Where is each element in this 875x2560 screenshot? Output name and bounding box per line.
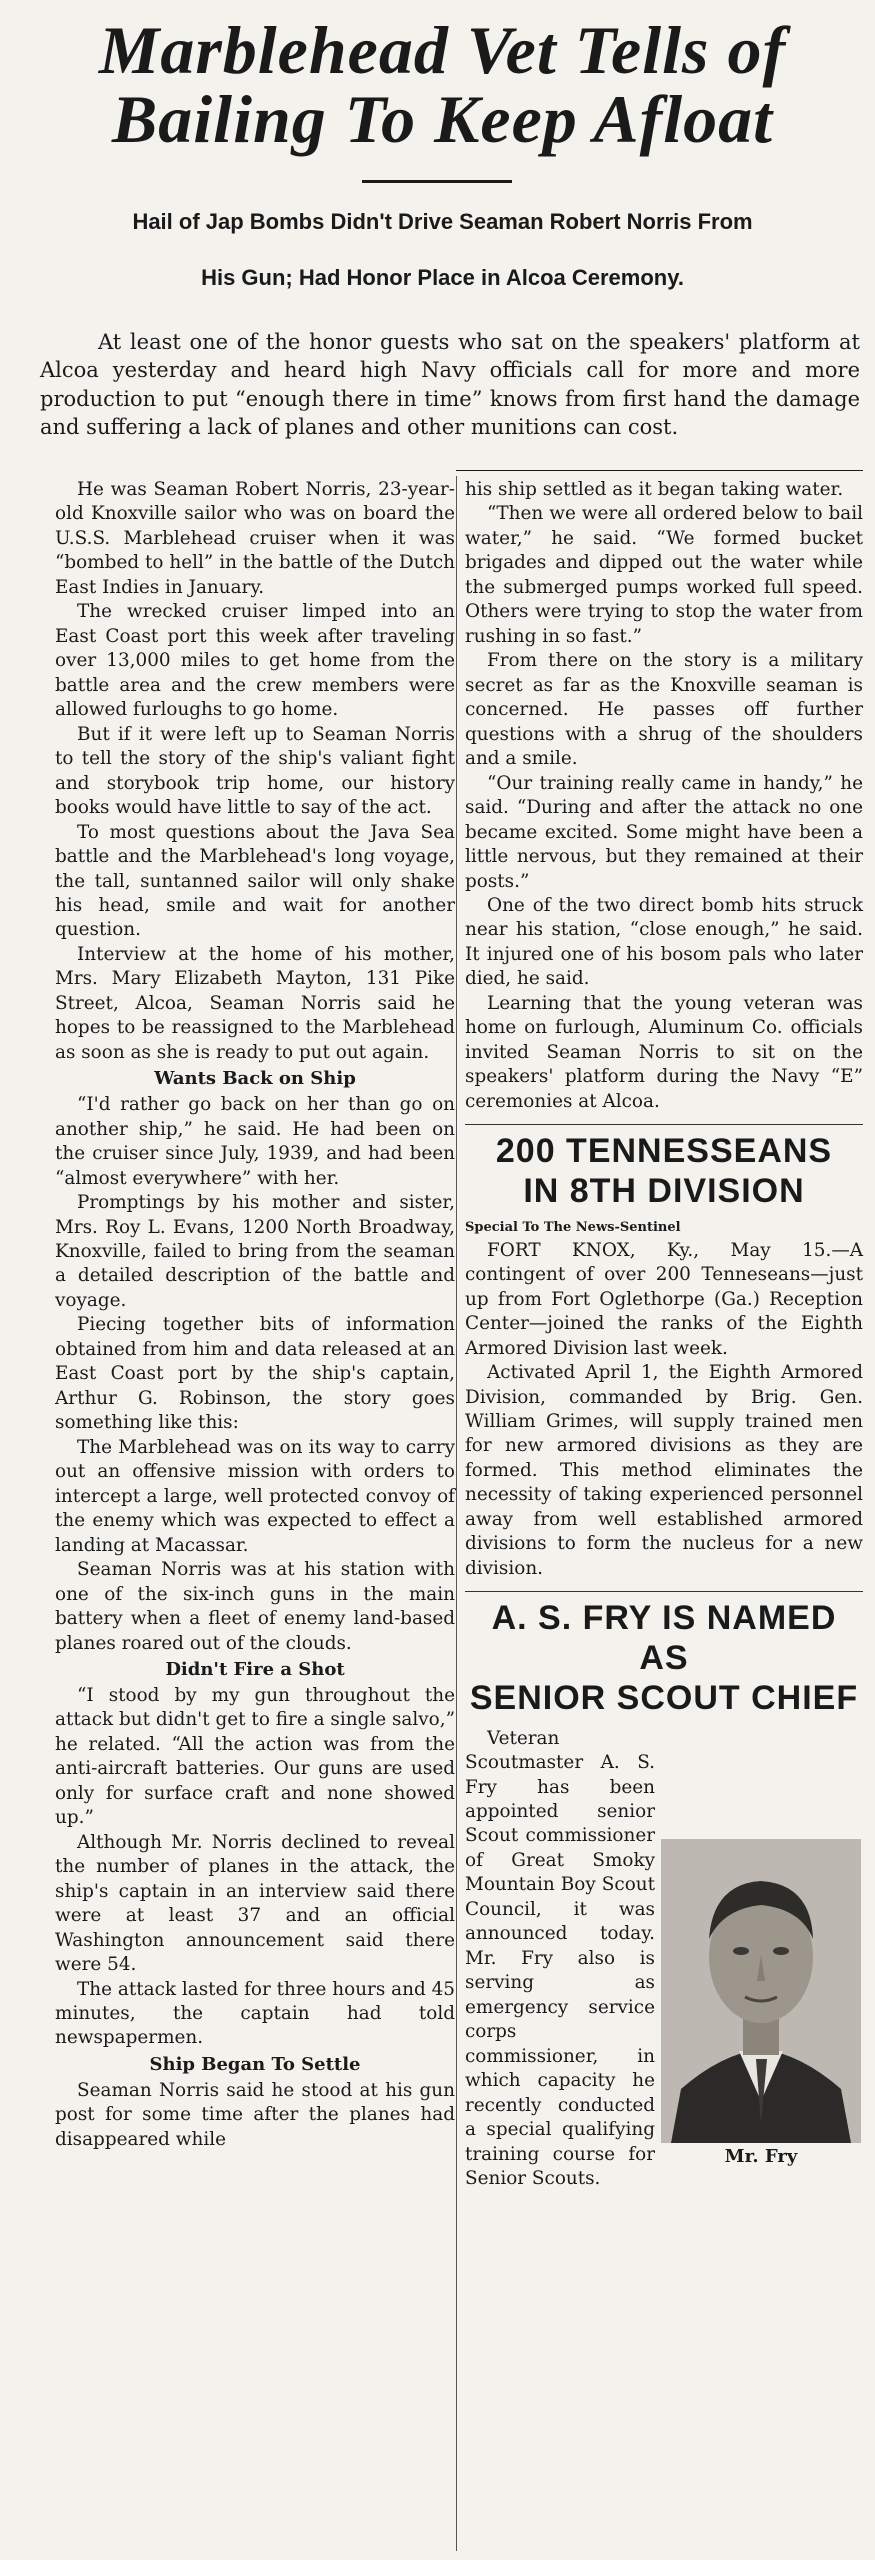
story-paragraph: “I stood by my gun throughout the attack but didn't get to fire a single salvo,” he related. “All the action was from the anti-aircraft batteries. Our guns are used only for surface craft and none showed up.” [55,1684,455,1829]
story-paragraph: But if it were left up to Seaman Norris to tell the story of the ship's valiant fight and storybook trip home, our history books would have little to say of the act. [55,723,455,819]
story-right-column [465,478,863,2227]
story-paragraph: his ship settled as it began taking water. [465,479,844,500]
headline-line-2: Bailing To Keep Afloat [111,81,774,157]
story-paragraph: Promptings by his mother and sister, Mrs. Roy L. Evans, 1200 North Broadway, Knoxville, failed to bring from the seaman a detailed description of the battle and voyage. [55,1192,455,1311]
subhead-wants-back: Wants Back on Ship [154,1068,356,1090]
deck-line-2: His Gun; Had Honor Place in Alcoa Ceremony. [201,265,684,290]
story-paragraph: “I'd rather go back on her than go on another ship,” he said. He had been on the cruiser since July, 1939, and had been “almost everywhere” with her. [55,1094,455,1189]
tennesseans-headline-line-1: 200 TENNESSEANS [495,1132,833,1171]
fry-paragraph: Veteran Scoutmaster A. S. Fry has been appointed senior Scout commissioner of Great Smoky Mountain Boy Scout Council, it was announced today. Mr. Fry also is serving as emergency service corps commissioner, in which capacity he recently conducted a special qualifying training course for Senior Scouts. [465,1727,655,2190]
story-paragraph: “Our training really came in handy,” he said. “During and after the attack no one became excited. Some might have been a little nervous, but they remained at their posts.” [465,772,863,892]
photo-caption: Mr. Fry [724,2145,798,2167]
story-paragraph: The Marblehead was on its way to carry out an offensive mission with orders to intercept a large, well protected convoy of the enemy which was expected to effect a landing at Macassar. [55,1436,455,1556]
subhead-ship-began: Ship Began To Settle [149,2053,361,2075]
tennesseans-headline [465,1131,863,1211]
headline-line-1: Marblehead Vet Tells of [98,12,787,88]
mr-fry-photo [661,1839,861,2143]
story-paragraph: One of the two direct bomb hits struck near his station, “close enough,” he said. It injured one of his bosom pals who later died, he said. [465,894,863,990]
fry-text-column [465,1727,655,2192]
lead-paragraph: At least one of the honor guests who sat on the speakers' platform at Alcoa yesterday and heard high Navy officials call for more and more production to put “enough there in time” knows from first hand the damage and suffering a lack of planes and other munitions can cost. [40,330,860,440]
story-paragraph: FORT KNOX, Ky., May 15.—A contingent of over 200 Tenneseans—just up from Fort Oglethorpe (Ga.) Reception Center—joined the ranks of the Eighth Armored Division last week. [465,1239,863,1359]
story-paragraph: Seaman Norris was at his station with one of the six-inch guns in the main battery when a fleet of enemy land-based planes roared out of the clouds. [55,1559,455,1654]
fry-headline-line-2: SENIOR SCOUT CHIEF [469,1679,859,1718]
fry-article [465,1727,863,2227]
dateline: Special To The News-Sentinel [465,1220,681,1236]
story-paragraph: He was Seaman Robert Norris, 23-year-old Knoxville sailor who was on board the U.S.S. Marblehead cruiser when it was “bombed to hell” in the battle of the Dutch East Indies in January. [55,479,455,598]
headline-rule [362,180,512,183]
story-left-column [55,478,455,2152]
story-paragraph: Interview at the home of his mother, Mrs. Mary Elizabeth Mayton, 131 Pike Street, Alcoa, Seaman Norris said he hopes to be reassigned to the Marblehead as soon as she is ready to put out again. [55,943,455,1063]
tennesseans-headline-line-2: IN 8TH DIVISION [523,1172,805,1211]
fry-headline-line-1: A. S. FRY IS NAMED AS [491,1599,837,1678]
story-paragraph: Activated April 1, the Eighth Armored Division, commanded by Brig. Gen. William Grimes, will supply trained men for new armored divisions as they are formed. This method eliminates the necessity of taking experienced personnel away from well established armored divisions to form the nucleus for a new division. [465,1362,863,1579]
story-paragraph: Seaman Norris said he stood at his gun post for some time after the planes had disappeared while [55,2079,455,2150]
story-paragraph: Piecing together bits of information obtained from him and data released at an East Coast port by the ship's captain, Arthur G. Robinson, the story goes something like this: [55,1314,455,1434]
portrait-illustration [661,1839,861,2143]
lead-bottom-rule [456,470,863,471]
story-paragraph: The attack lasted for three hours and 45 minutes, the captain had told newspapermen. [55,1978,455,2049]
story-paragraph: Although Mr. Norris declined to reveal the number of planes in the attack, the ship's captain in an interview said there were at least 37 and an official Washington announcement said there were 54. [55,1831,455,1976]
fry-headline [465,1598,863,1718]
subhead-didnt-fire: Didn't Fire a Shot [165,1658,345,1680]
story-paragraph: Learning that the young veteran was home on furlough, Aluminum Co. officials invited Seaman Norris to sit on the speakers' platform during the Navy “E” ceremonies at Alcoa. [465,992,863,1112]
article-separator [465,1591,863,1592]
story-paragraph: From there on the story is a military secret as far as the Knoxville seaman is concerned. He passes off further questions with a shrug of the shoulders and a smile. [465,650,863,770]
column-divider [456,476,457,2551]
article-separator [465,1124,863,1125]
story-paragraph: To most questions about the Java Sea battle and the Marblehead's long voyage, the tall, suntanned sailor will only shake his head, smile and wait for another question. [55,821,455,941]
deck-line-1: Hail of Jap Bombs Didn't Drive Seaman Robert Norris From [132,209,753,234]
story-paragraph: “Then we were all ordered below to bail water,” he said. “We formed bucket brigades and dipped out the water while the submerged pumps worked full speed. Others were trying to stop the water from rushing in so fast.” [465,503,863,647]
story-paragraph: The wrecked cruiser limped into an East Coast port this week after traveling over 13,000 miles to get home from the battle area and the crew members were allowed furloughs to go home. [55,601,455,721]
